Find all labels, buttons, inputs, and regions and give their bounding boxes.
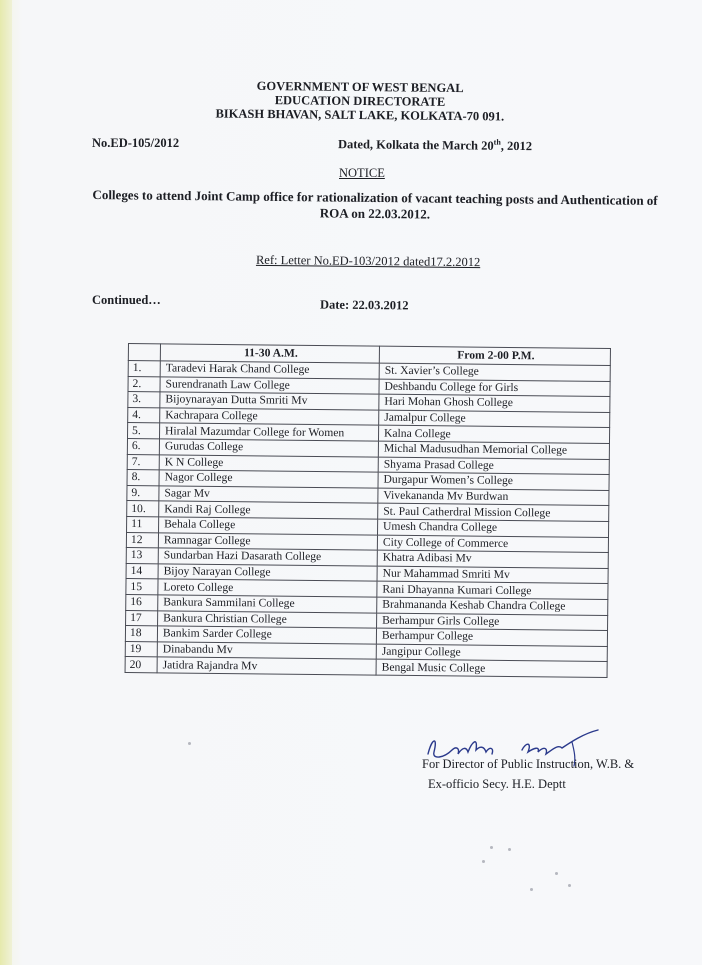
row-serial: 15	[126, 579, 158, 595]
row-serial: 17	[126, 610, 158, 626]
scan-speck	[508, 848, 511, 851]
row-morning-college: Surendranath Law College	[160, 376, 379, 394]
memo-number: No.ED-105/2012	[92, 136, 180, 150]
row-serial: 3.	[128, 392, 160, 408]
camp-date: Date: 22.03.2012	[319, 297, 409, 313]
scan-speck	[568, 884, 571, 887]
row-serial: 16	[126, 594, 158, 610]
row-afternoon-college: Bengal Music College	[376, 659, 607, 677]
row-morning-college: Taradevi Harak Chand College	[160, 361, 379, 379]
row-serial: 19	[125, 641, 157, 657]
row-morning-college: Kandi Raj College	[159, 501, 378, 519]
row-morning-college: Bijoynarayan Dutta Smriti Mv	[160, 392, 379, 410]
schedule-table-body	[125, 361, 610, 678]
row-morning-college: Sagar Mv	[159, 486, 378, 504]
row-afternoon-college: Rani Dhayanna Kumari College	[377, 581, 608, 599]
schedule-table-wrapper	[125, 343, 610, 678]
row-afternoon-college: Jangipur College	[376, 644, 607, 662]
row-afternoon-college: Jamalpur College	[379, 410, 610, 428]
row-serial: 11	[127, 516, 159, 532]
row-afternoon-college: Shyama Prasad College	[378, 457, 609, 475]
row-morning-college: Jatidra Rajandra Mv	[157, 657, 376, 675]
row-serial: 13	[126, 548, 158, 564]
row-serial: 20	[125, 657, 157, 673]
row-afternoon-college: City College of Commerce	[377, 535, 608, 553]
scan-speck	[482, 860, 485, 863]
dated-ordinal: th	[493, 137, 501, 147]
row-afternoon-college: Deshbandu College for Girls	[379, 379, 610, 397]
row-afternoon-college: Brahmananda Keshab Chandra College	[377, 597, 608, 615]
row-morning-college: Bijoy Narayan College	[158, 564, 377, 582]
reference-letter: Ref: Letter No.ED-103/2012 dated17.2.2012	[255, 252, 481, 270]
row-serial: 6.	[127, 438, 159, 454]
row-morning-college: Bankura Sammilani College	[158, 595, 377, 613]
row-afternoon-college: Umesh Chandra College	[378, 519, 609, 537]
row-afternoon-college: Durgapur Women’s College	[378, 472, 609, 490]
dated-line	[338, 136, 532, 154]
letterhead	[190, 78, 530, 124]
row-serial: 1.	[128, 361, 160, 377]
scan-speck	[530, 888, 533, 891]
subject-line-2: ROA on 22.03.2012.	[319, 205, 431, 222]
row-morning-college: Sundarban Hazi Dasarath College	[158, 548, 377, 566]
continued-label: Continued…	[92, 293, 161, 307]
header-afternoon: From 2-00 P.M.	[379, 346, 610, 365]
scanned-page-edge	[0, 0, 12, 965]
schedule-table	[125, 343, 611, 678]
row-morning-college: K N College	[159, 454, 378, 472]
row-serial: 4.	[128, 407, 160, 423]
row-afternoon-college: St. Xavier’s College	[379, 363, 610, 381]
row-serial: 12	[126, 532, 158, 548]
row-afternoon-college: Khatra Adibasi Mv	[377, 550, 608, 568]
signatory-title: For Director of Public Instruction, W.B. &	[422, 757, 635, 771]
row-afternoon-college: Vivekananda Mv Burdwan	[378, 488, 609, 506]
row-afternoon-college: St. Paul Catherdral Mission College	[378, 503, 609, 521]
row-afternoon-college: Michal Madusudhan Memorial College	[378, 441, 609, 459]
row-morning-college: Bankura Christian College	[158, 610, 377, 628]
scan-speck	[188, 742, 191, 745]
header-serial	[128, 344, 160, 361]
letterhead-directorate: EDUCATION DIRECTORATE	[274, 93, 446, 109]
row-serial: 14	[126, 563, 158, 579]
signatory-designation: Ex-officio Secy. H.E. Deptt	[428, 777, 566, 791]
row-morning-college: Ramnagar College	[158, 532, 377, 550]
scan-speck	[555, 872, 558, 875]
subject-line-1: Colleges to attend Joint Camp office for rationalization of vacant teaching posts and Authentication of	[92, 187, 658, 208]
row-morning-college: Kachrapara College	[160, 408, 379, 426]
row-serial: 2.	[128, 376, 160, 392]
row-serial: 18	[125, 626, 157, 642]
letterhead-address: BIKASH BHAVAN, SALT LAKE, KOLKATA-70 091.	[215, 106, 505, 124]
dated-text: Dated, Kolkata the March 20	[337, 137, 494, 153]
row-morning-college: Bankim Sarder College	[157, 626, 376, 644]
row-afternoon-college: Berhampur Girls College	[377, 613, 608, 631]
row-morning-college: Nagor College	[159, 470, 378, 488]
header-morning: 11-30 A.M.	[160, 344, 379, 363]
row-afternoon-college: Hari Mohan Ghosh College	[379, 394, 610, 412]
row-morning-college: Hiralal Mazumdar College for Women	[159, 423, 378, 441]
row-serial: 7.	[127, 454, 159, 470]
row-serial: 8.	[127, 470, 159, 486]
row-morning-college: Loreto College	[158, 579, 377, 597]
row-morning-college: Behala College	[159, 517, 378, 535]
row-morning-college: Gurudas College	[159, 439, 378, 457]
row-morning-college: Dinabandu Mv	[157, 642, 376, 660]
row-serial: 9.	[127, 485, 159, 501]
dated-year: , 2012	[500, 138, 533, 154]
row-serial: 5.	[128, 423, 160, 439]
row-serial: 10.	[127, 501, 159, 517]
scan-speck	[490, 846, 493, 849]
row-afternoon-college: Nur Mahammad Smriti Mv	[377, 566, 608, 584]
letterhead-government: GOVERNMENT OF WEST BENGAL	[256, 78, 464, 96]
row-afternoon-college: Kalna College	[378, 426, 609, 444]
row-afternoon-college: Berhampur College	[376, 628, 607, 646]
notice-subject	[80, 187, 670, 225]
notice-title: NOTICE	[339, 166, 385, 180]
